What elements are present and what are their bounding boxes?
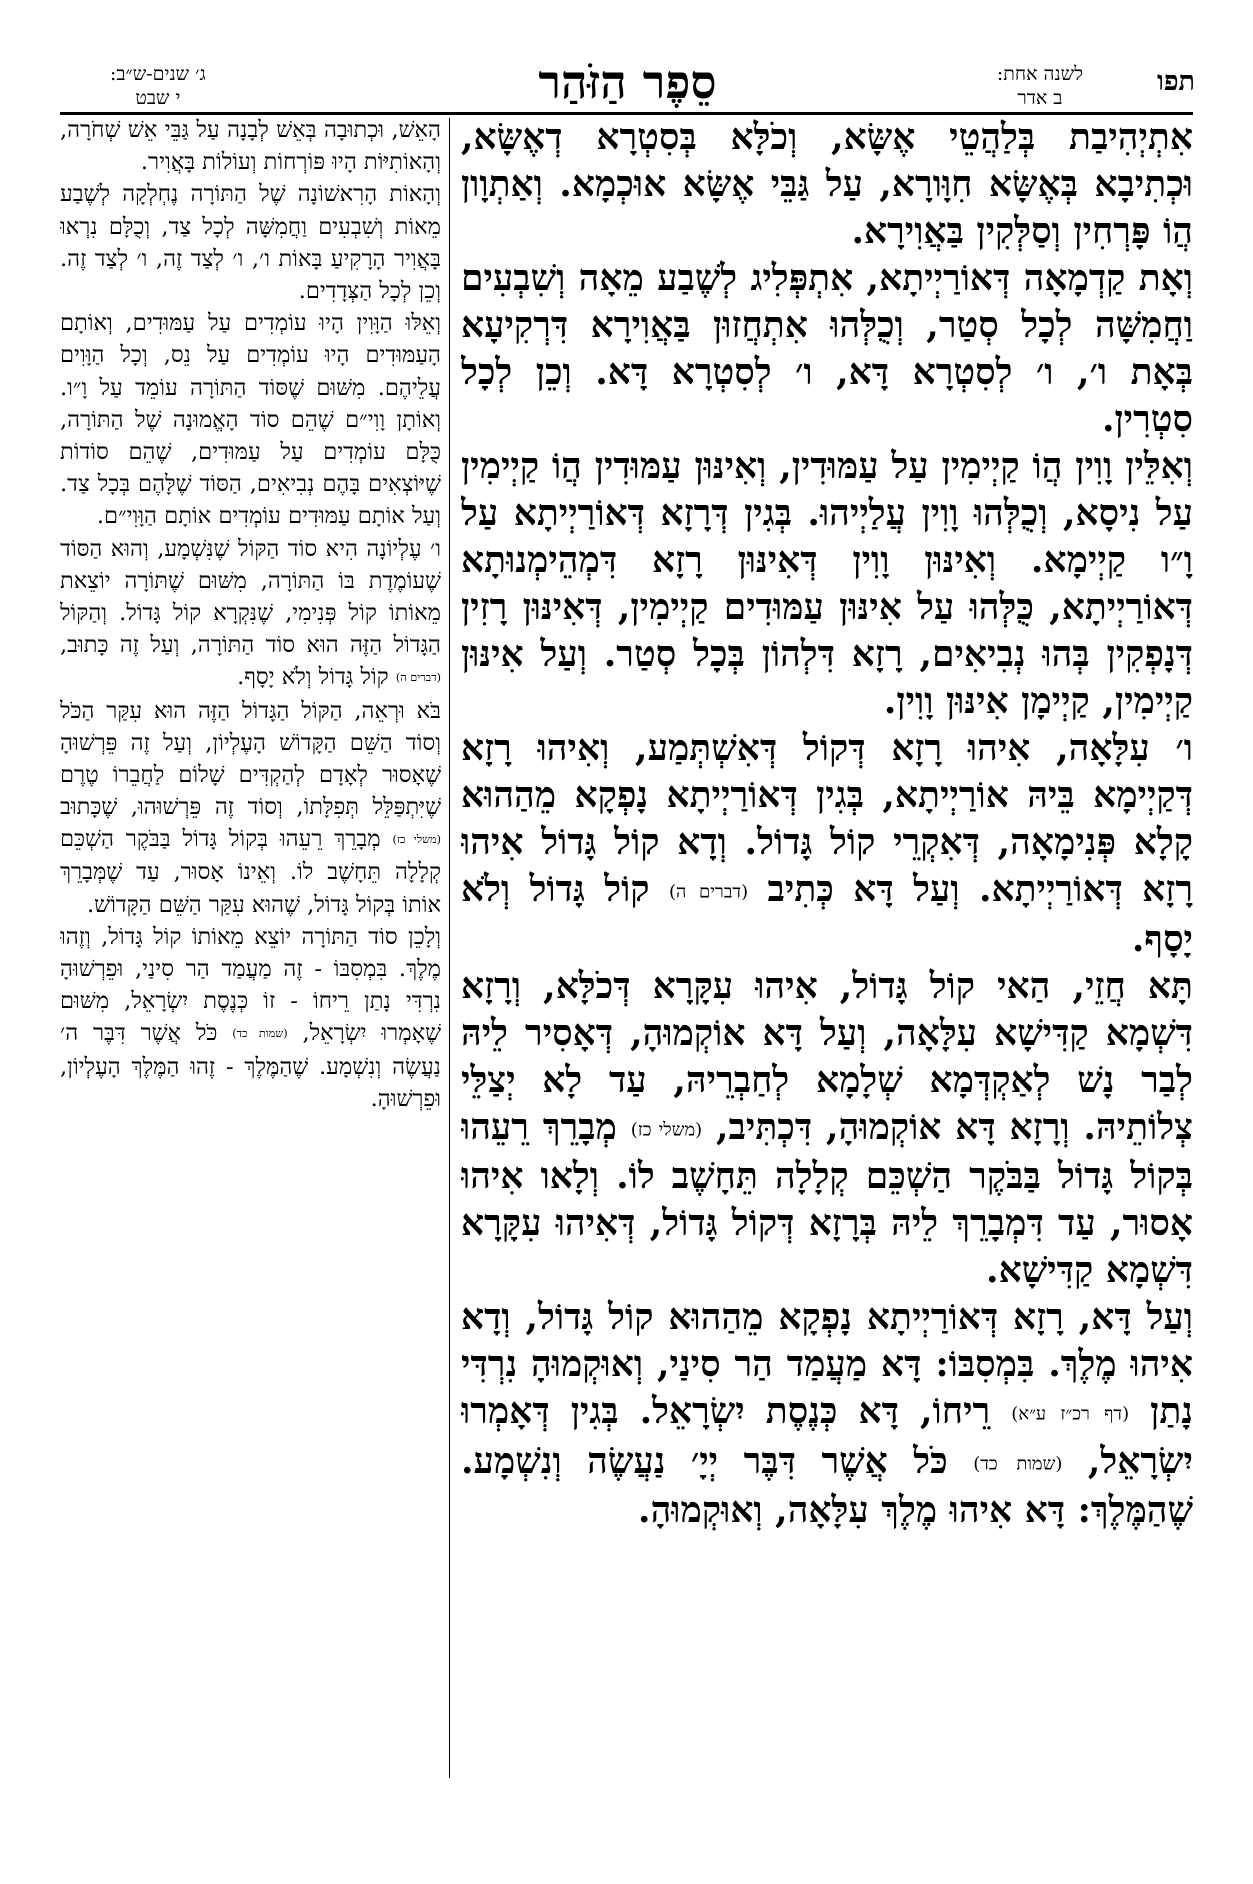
translation-paragraph: וְאֵלּוּ הַוָּוִין הָיוּ עוֹמְדִים עַל עַמּוּדִים, וְאוֹתָם הָעַמּוּדִים הָיוּ עוֹמְדִים עַל נֵס, וְכָל הַוָּוִים עֲלֵיהֶם. מִשּׁוּם שֶׁסּוֹד הַתּוֹרָה עוֹמֵד עַל וָ״ו. וְאוֹתָן וָוִי״ם שֶׁהֵם סוֹד הָאֱמוּנָה שֶׁל הַתּוֹרָה, כֻּלָּם עוֹמְדִים עַל עַמּוּדִים, שֶׁהֵם סוֹדוֹת שֶׁיּוֹצְאִים בָּהֶם נְבִיאִים, הַסּוֹד שֶׁלָּהֶם בְּכָל צַד. וְעַל אוֹתָם עַמּוּדִים עוֹמְדִים אוֹתָם הַוָּוִי״ם. <box>60 310 441 530</box>
verse-reference: (דברים ה) <box>668 881 749 903</box>
header-right-line1: לשנה אחת: <box>996 63 1083 85</box>
page-header <box>60 56 1195 110</box>
aramaic-main-column <box>461 114 1193 1804</box>
main-paragraph: וְאָת קַדְמָאָה דְּאוֹרַיְיתָא, אִתְפְּלִיג לְשֶׁבַע מֵאָה וְשִׁבְעִים וַחֲמִשָּׁה לְכָל סְטַר, וְכֻלְּהוּ אִתְחֲזוּן בַּאֲוִירָא דִּרְקִיעָא בְּאָת ו׳, ו׳ לְסִטְרָא דָּא, ו׳ לְסִטְרָא דָּא. וְכֵן לְכָל סִטְרִין. <box>461 257 1193 440</box>
translation-paragraph: וְלָכֵן סוֹד הַתּוֹרָה יוֹצֵא מֵאוֹתוֹ קוֹל גָּדוֹל, וְזֶהוּ מֶלֶךְ. בִּמְסִבּוֹ - זֶה מַעֲמַד הַר סִינַי, וּפֵרְשׁוּהָ נִרְדִּי נָתַן רֵיחוֹ - זוֹ כְּנֶסֶת יִשְׂרָאֵל, מִשּׁוּם שֶׁאָמְרוּ יִשְׂרָאֵל, (שמות כד) כֹּל אֲשֶׁר דִּבֶּר ה׳ נַעֲשֶׂה וְנִשְׁמָע. שֶׁהַמֶּלֶךְ - זֶהוּ הַמֶּלֶךְ הָעֶלְיוֹן, וּפֵרְשׁוּהָ. <box>60 923 441 1112</box>
main-paragraph: תָּא חֲזֵי, הַאי קוֹל גָּדוֹל, אִיהוּ עִקָּרָא דְּכֹלָּא, וְרָזָא דִּשְׁמָא קַדִּישָׁא עִלָּאָה, וְעַל דָּא אוֹקְמוּהָ, דְּאָסִיר לֵיהּ לְבַר נָשׁ לְאַקְדְּמָא שְׁלָמָא לְחַבְרֵיהּ, עַד לָא יְצַלֵּי צְלוֹתֵיהּ. וְרָזָא דָּא אוֹקְמוּהָ, דִּכְתִּיב, (משלי כז) מְבָרֵךְ רֵעֵהוּ בְּקוֹל גָּדוֹל בַּבֹּקֶר הַשְׁכֵּם קְלָלָה תֵּחָשֶׁב לוֹ. וְלָאו אִיהוּ אָסוּר, עַד דִּמְבָרֵךְ לֵיהּ בְּרָזָא דְּקוֹל גָּדוֹל, דְּאִיהוּ עִקָּרָא דִּשְׁמָא קַדִּישָׁא. <box>461 964 1193 1291</box>
main-paragraph: ו׳ עִלָּאָה, אִיהוּ רָזָא דְּקוֹל דְּאִשְׁתְּמַע, וְאִיהוּ רָזָא דְּקַיְימָא בֵּיהּ אוֹרַיְיתָא, בְּגִין דְּאוֹרַיְיתָא נָפְקָא מֵהַהוּא קָלָא פְּנִימָאָה, דְּאִקְרֵי קוֹל גָּדוֹל. וְדָא קוֹל גָּדוֹל אִיהוּ רָזָא דְּאוֹרַיְיתָא. וְעַל דָּא כְּתִיב (דברים ה) קוֹל גָּדוֹל וְלֹא יָסָף. <box>461 727 1193 960</box>
main-paragraph: וְאִלֵּין וָוִין הֲוֹ קַיְימִין עַל עַמּוּדִין, וְאִינּוּן עַמּוּדִין הֲוֹ קַיְימִין עַל נִיסָא, וְכֻלְּהוּ וָוִין עֲלַיְיהוּ. בְּגִין דְּרָזָא דְּאוֹרַיְיתָא עַל וָ״ו קַיְימָא. וְאִינּוּן וָוִין דְּאִינּוּן רָזָא דִּמְהֵימְנוּתָא דְּאוֹרַיְיתָא, כֻּלְּהוּ עַל אִינּוּן עַמּוּדִים קַיְימִין, דְּאִינּוּן רָזִין דְּנָפְקִין בְּהוּ נְבִיאִים, רָזָא דִּלְהוֹן בְּכָל סְטַר. וְעַל אִינּוּן קַיְימִין, קַיְימָן אִינּוּן וָוִין. <box>461 445 1193 722</box>
header-right-line2: ב אדר <box>1017 87 1063 109</box>
column-divider <box>449 118 450 1778</box>
translation-paragraph: ו׳ עֶלְיוֹנָה הִיא סוֹד הַקּוֹל שֶׁנִּשְׁמָע, וְהוּא הַסּוֹד שֶׁעוֹמֶדֶת בּוֹ הַתּוֹרָה, מִשּׁוּם שֶׁתּוֹרָה יוֹצֵאת מֵאוֹתוֹ קוֹל פְּנִימִי, שֶׁנִּקְרָא קוֹל גָּדוֹל. וְהַקּוֹל הַגָּדוֹל הַזֶּה הוּא סוֹד הַתּוֹרָה, וְעַל זֶה כָּתוּב, (דברים ה) קוֹל גָּדוֹל וְלֹא יָסָף. <box>60 535 441 691</box>
translation-paragraph: וְהָאוֹת הָרִאשׁוֹנָה שֶׁל הַתּוֹרָה נֶחְלְקָה לְשֶׁבַע מֵאוֹת וְשִׁבְעִים וַחֲמִשָּׁה לְכָל צַד, וְכֻלָּם נִרְאוּ בָּאֲוִיר הָרָקִיעַ בָּאוֹת ו׳, ו׳ לְצַד זֶה, ו׳ לְצַד זֶה. וְכֵן לְכָל הַצְּדָדִים. <box>60 181 441 305</box>
translation-paragraph: בֹּא וּרְאֵה, הַקּוֹל הַגָּדוֹל הַזֶּה הוּא עִקַּר הַכֹּל וְסוֹד הַשֵּׁם הַקָּדוֹשׁ הָעֶלְיוֹן, וְעַל זֶה פֵּרְשׁוּהָ שֶׁאָסוּר לְאָדָם לְהַקְדִּים שָׁלוֹם לַחֲבֵרוֹ טֶרֶם שֶׁיִּתְפַּלֵּל תְּפִלָּתוֹ, וְסוֹד זֶה פֵּרְשׁוּהוּ, שֶׁכָּתוּב (משלי כז) מְבָרֵךְ רֵעֵהוּ בְּקוֹל גָּדוֹל בַּבֹּקֶר הַשְׁכֵּם קְלָלָה תֵּחָשֶׁב לוֹ. וְאֵינוֹ אָסוּר, עַד שֶׁמְּבָרֵךְ אוֹתוֹ בְּקוֹל גָּדוֹל, שֶׁהוּא עִקַּר הַשֵּׁם הַקָּדוֹשׁ. <box>60 697 441 918</box>
main-paragraph: אִתְיְהִיבַת בְּלַהֲטֵי אֶשָּׂא, וְכֹלָּא בְּסִטְרָא דְאֶשָּׂא, וּכְתִיבָא בְּאֶשָּׂא חִוָּורָא, עַל גַּבֵּי אֶשָּׂא אוּכְמָא. וְאַתְוָון הֲוֹ פָּרְחִין וְסַלְּקִין בַּאֲוִירָא. <box>461 116 1193 252</box>
verse-reference: (שמות כד) <box>232 1027 288 1041</box>
hebrew-translation-column <box>60 114 441 1804</box>
translation-paragraph: הָאֵשׁ, וּכְתוּבָה בְּאֵשׁ לְבָנָה עַל גַּבֵּי אֵשׁ שְׁחֹרָה, וְהָאוֹתִיּוֹת הָיוּ פּוֹרְחוֹת וְעוֹלוֹת בָּאֲוִיר. <box>60 117 441 176</box>
verse-reference: (משלי כז) <box>392 833 441 847</box>
header-left-line2: י שבט <box>135 87 181 109</box>
book-title: סֵפֶר הַזֹּהַר <box>538 55 717 109</box>
header-left-line1: ג׳ שנים-ש״ב: <box>110 63 206 85</box>
verse-reference: (דברים ה) <box>395 671 441 685</box>
verse-reference: (משלי כז) <box>630 1119 703 1140</box>
header-left-info <box>110 62 206 110</box>
page-reference: (דף רכ״ז ע״א) <box>1011 1403 1130 1425</box>
verse-reference: (שמות כד) <box>973 1453 1063 1474</box>
page-number: תפו <box>1156 66 1195 97</box>
main-paragraph: וְעַל דָּא, רָזָא דְּאוֹרַיְיתָא נָפְקָא מֵהַהוּא קוֹל גָּדוֹל, וְדָא אִיהוּ מֶלֶךְ. בִּמְסִבּוֹ: דָּא מַעֲמַד הַר סִינַי, וְאוּקְמוּהָ נִרְדִּי נָתַן (דף רכ״ז ע״א) רֵיחוֹ, דָּא כְּנֶסֶת יִשְׂרָאֵל. בְּגִין דְּאָמְרוּ יִשְׂרָאֵל, (שמות כד) כֹּל אֲשֶׁר דִּבֶּר יְיָ׳ נַעֲשֶׂה וְנִשְׁמָע. שֶׁהַמֶּלֶךְ: דָּא אִיהוּ מֶלֶךְ עִלָּאָה, וְאוּקְמוּהָ. <box>461 1296 1193 1531</box>
